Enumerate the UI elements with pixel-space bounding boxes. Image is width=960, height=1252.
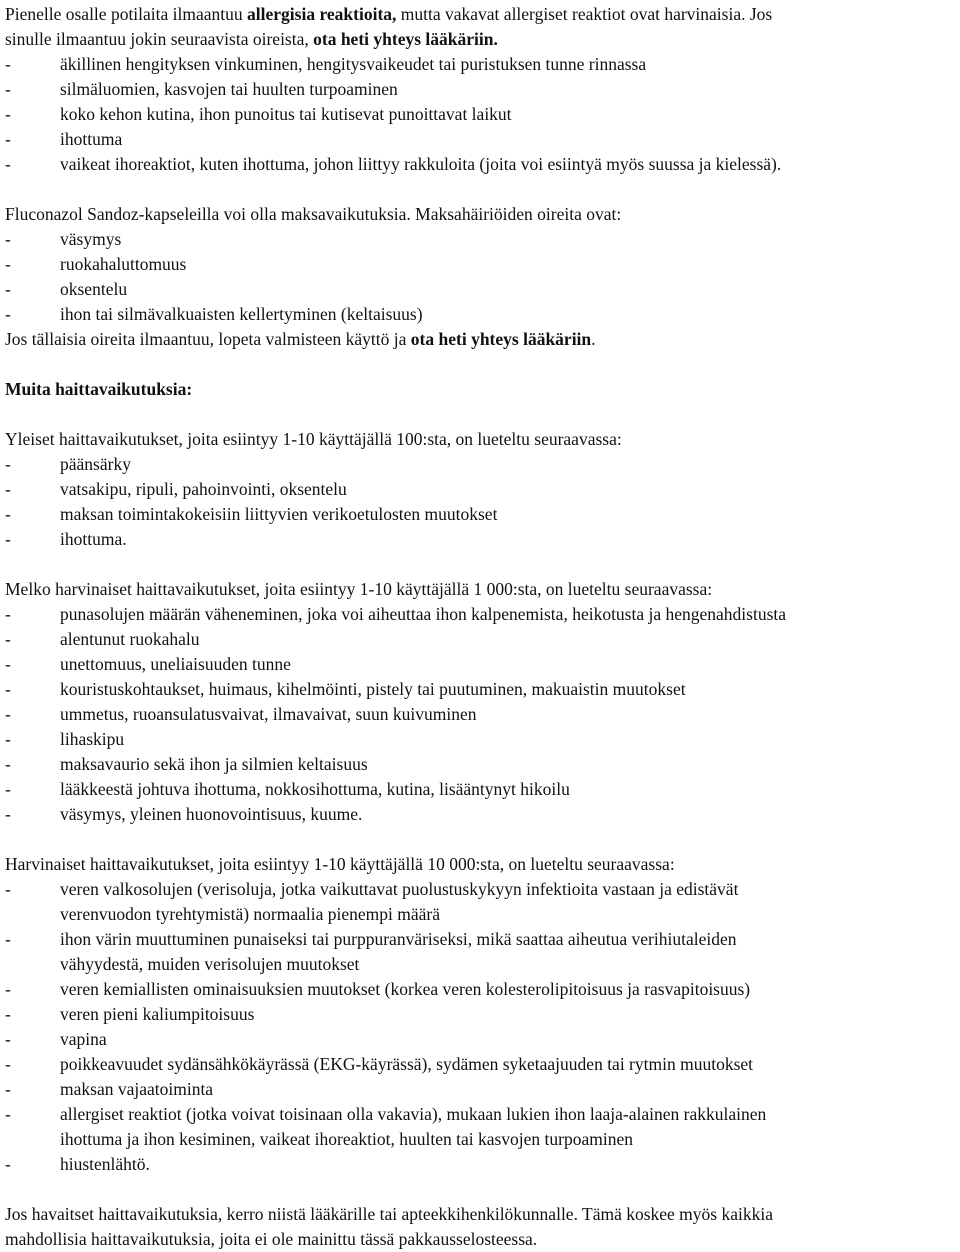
list-item: - ummetus, ruoansulatusvaivat, ilmavaivat, suun kuivuminen [5,704,477,724]
list-item: - ihon tai silmävalkuaisten kellertyminen (keltaisuus) [5,304,423,324]
list-item: - veren valkosolujen (verisoluja, jotka vaikuttavat puolustuskykyyn infektioita vastaan ja edistävät verenvuodon tyrehtymistä) normaalia pienempi määrä [5,879,739,924]
list-item: - unettomuus, uneliaisuuden tunne [5,654,291,674]
allergy-line-2: sinulle ilmaantuu jokin seuraavista oireista, ota heti yhteys lääkäriin. [5,29,498,49]
list-item: - kouristuskohtaukset, huimaus, kihelmöinti, pistely tai puutuminen, makuaistin muutokset [5,679,686,699]
common-effects-section [5,427,958,552]
list-item: - allergiset reaktiot (jotka voivat toisinaan olla vakavia), mukaan lukien ihon laaja-alainen rakkulainen ihottuma ja ihon kesiminen, vaikeat ihoreaktiot, huulten tai kasvojen turpoaminen [5,1104,767,1149]
contact-doctor-emphasis: ota heti yhteys lääkäriin. [313,29,498,49]
list-item: - punasolujen määrän väheneminen, joka voi aiheuttaa ihon kalpenemista, heikotusta ja hengenahdistusta [5,604,787,624]
allergy-paragraph [5,2,958,177]
list-item: - hiustenlähtö. [5,1154,150,1174]
rare-effects-section [5,852,958,1177]
allergy-emphasis: allergisia reaktioita, [247,4,397,24]
liver-intro: Fluconazol Sandoz-kapseleilla voi olla maksavaikutuksia. Maksahäiriöiden oireita ovat: [5,204,622,224]
list-item: - alentunut ruokahalu [5,629,200,649]
list-item: - väsymys, yleinen huonovointisuus, kuume. [5,804,363,824]
reporting-line-2: mahdollisia haittavaikutuksia, joita ei ole mainittu tässä pakkausselosteessa. [5,1229,538,1249]
rare-intro: Harvinaiset haittavaikutukset, joita esiintyy 1-10 käyttäjällä 10 000:sta, on lueteltu seuraavassa: [5,854,675,874]
list-item: - ihottuma. [5,529,127,549]
list-item: - maksavaurio sekä ihon ja silmien keltaisuus [5,754,368,774]
uncommon-intro: Melko harvinaiset haittavaikutukset, joita esiintyy 1-10 käyttäjällä 1 000:sta, on lueteltu seuraavassa: [5,579,713,599]
reporting-paragraph [5,1202,958,1252]
list-item: - väsymys [5,229,122,249]
list-item: - päänsärky [5,454,131,474]
liver-closing: Jos tällaisia oireita ilmaantuu, lopeta valmisteen käyttö ja ota heti yhteys lääkäriin. [5,329,596,349]
allergy-symptom-list [5,52,958,177]
liver-symptom-list [5,227,958,327]
reporting-line-1: Jos havaitset haittavaikutuksia, kerro niistä lääkärille tai apteekkihenkilökunnalle. Tämä koskee myös kaikkia [5,1204,773,1224]
list-item: - veren kemiallisten ominaisuuksien muutokset (korkea veren kolesterolipitoisuus ja rasvapitoisuus) [5,979,751,999]
list-item: - ihon värin muuttuminen punaiseksi tai purppuranväriseksi, mikä saattaa aiheutua verihiutaleiden vähyydestä, muiden verisolujen muutokset [5,929,737,974]
list-item: - ruokahaluttomuus [5,254,187,274]
list-item: - vatsakipu, ripuli, pahoinvointi, oksentelu [5,479,347,499]
liver-paragraph [5,202,958,352]
list-item: - maksan toimintakokeisiin liittyvien verikoetulosten muutokset [5,504,498,524]
list-item: - ihottuma [5,129,123,149]
contact-doctor-emphasis: ota heti yhteys lääkäriin [410,329,592,349]
list-item: - lääkkeestä johtuva ihottuma, nokkosihottuma, kutina, lisääntynyt hikoilu [5,779,570,799]
list-item: - poikkeavuudet sydänsähkökäyrässä (EKG-käyrässä), sydämen syketaajuuden tai rytmin muutokset [5,1054,754,1074]
section-heading: Muita haittavaikutuksia: [5,379,193,399]
list-item: - koko kehon kutina, ihon punoitus tai kutisevat punoittavat laikut [5,104,512,124]
list-item: - silmäluomien, kasvojen tai huulten turpoaminen [5,79,398,99]
list-item: - vapina [5,1029,107,1049]
list-item: - oksentelu [5,279,128,299]
list-item: - lihaskipu [5,729,125,749]
list-item: - maksan vajaatoiminta [5,1079,214,1099]
list-item: - äkillinen hengityksen vinkuminen, hengitysvaikeudet tai puristuksen tunne rinnassa [5,54,647,74]
document-body [5,2,958,1252]
list-item: - vaikeat ihoreaktiot, kuten ihottuma, johon liittyy rakkuloita (joita voi esiintyä myös suussa ja kielessä). [5,154,782,174]
common-intro: Yleiset haittavaikutukset, joita esiintyy 1-10 käyttäjällä 100:sta, on lueteltu seuraavassa: [5,429,622,449]
allergy-line-1: Pienelle osalle potilaita ilmaantuu allergisia reaktioita, mutta vakavat allergiset reaktiot ovat harvinaisia. Jos [5,4,773,24]
list-item: - veren pieni kaliumpitoisuus [5,1004,255,1024]
uncommon-effects-section [5,577,958,827]
